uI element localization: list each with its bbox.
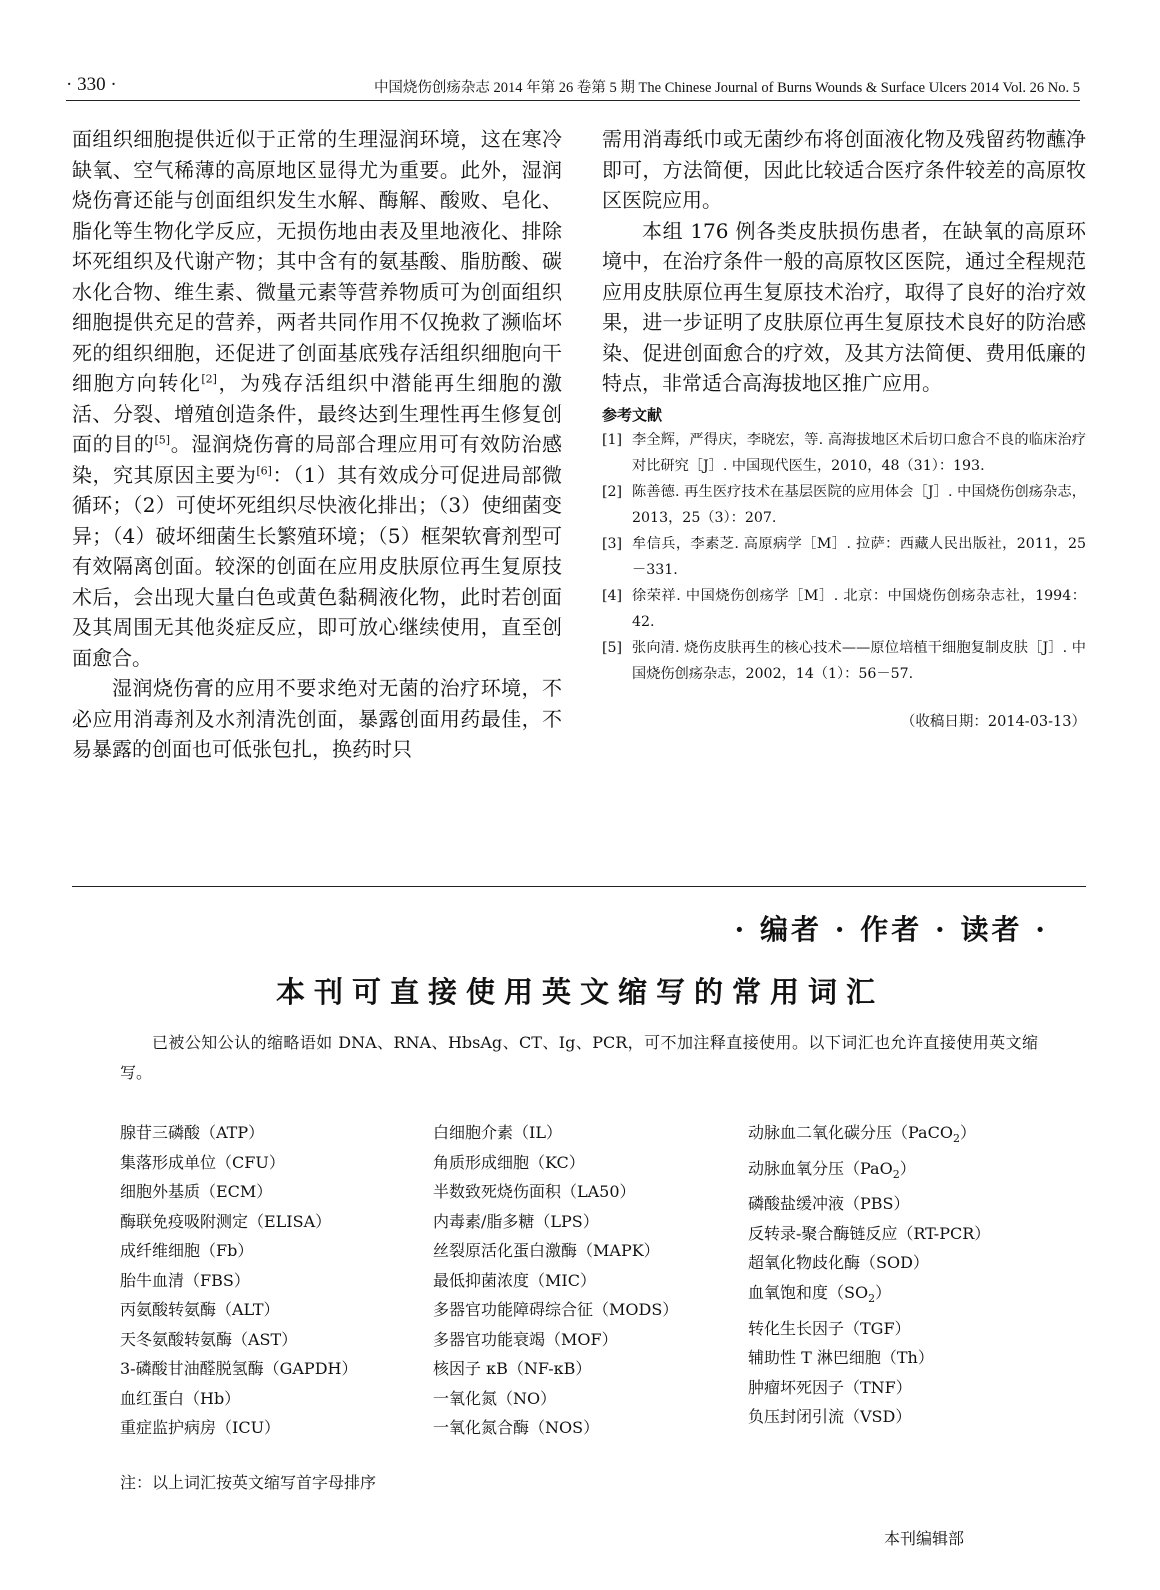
abbreviation-term: 半数致死烧伤面积（LA50） xyxy=(433,1182,636,1201)
abbreviation-term: 成纤维细胞（Fb） xyxy=(120,1241,254,1260)
page-number: · 330 · xyxy=(66,74,117,95)
abbreviation-term: 白细胞介素（IL） xyxy=(433,1123,562,1142)
reference-number: [2] xyxy=(602,483,623,500)
notice-title: 本刊可直接使用英文缩写的常用词汇 xyxy=(275,975,884,1009)
journal-header: 中国烧伤创疡杂志 2014 年第 26 卷第 5 期 The Chinese Journal of Burns Wounds & Surface Ulcers 2014 Vol. 26 No. 5 xyxy=(373,80,1080,96)
received-date: （收稿日期：2014-03-13） xyxy=(900,713,1086,730)
reference-text: 徐荣祥. 中国烧伤创疡学［M］. 北京：中国烧伤创疡杂志社，1994：42. xyxy=(632,587,1086,630)
citation: [2] xyxy=(201,372,217,386)
abbreviation-term: 3-磷酸甘油醛脱氢酶（GAPDH） xyxy=(120,1359,358,1378)
abbreviation-term: 腺苷三磷酸（ATP） xyxy=(120,1123,265,1142)
abbreviation-term: 肿瘤坏死因子（TNF） xyxy=(748,1377,912,1397)
reference-text: 牟信兵，李素芝. 高原病学［M］. 拉萨：西藏人民出版社，2011，25－331. xyxy=(632,535,1086,578)
abbreviation-term: 辅助性 T 淋巴细胞（Th） xyxy=(748,1348,934,1368)
abbreviation-term: 角质形成细胞（KC） xyxy=(433,1152,585,1172)
terms-column-2 xyxy=(433,1118,678,1443)
right-paragraph-2: 本组 176 例各类皮肤损伤患者，在缺氧的高原环境中，在治疗条件一般的高原牧区医院，通过全程规范应用皮肤原位再生复原技术治疗，取得了良好的治疗效果，进一步证明了皮肤原位再生复原技术良好的防治感染、促进创面愈合的疗效，及其方法简便、费用低廉的特点，非常适合高海拔地区推广应用。 xyxy=(602,218,1086,395)
reference-number: [3] xyxy=(602,535,623,552)
terms-column-1 xyxy=(120,1118,357,1443)
abbreviation-term: 血氧饱和度$(SO_2)$ xyxy=(748,1282,892,1306)
abbreviation-term: 动脉血二氧化碳分压（PaCO$_2$） xyxy=(748,1123,976,1146)
reference-item xyxy=(602,479,1086,531)
reference-list xyxy=(602,427,1086,687)
abbreviation-term: 动脉血氧分压（PaO$_2$） xyxy=(748,1158,916,1181)
abbreviation-term: 胎牛血清（FBS） xyxy=(120,1270,250,1290)
abbreviation-term: 超氧化物歧化酶（SOD） xyxy=(748,1253,929,1273)
right-column xyxy=(602,124,1086,737)
abbreviation-term: 血红蛋白（Hb） xyxy=(120,1388,241,1408)
reference-item xyxy=(602,427,1086,479)
notice-intro: 已被公知公认的缩略语如 DNA、RNA、HbsAg、CT、Ig、PCR，可不加注释直接使用。以下词汇也允许直接使用英文缩写。 xyxy=(120,1033,1038,1082)
abbreviation-term: 一氧化氮合酶（NOS） xyxy=(433,1418,600,1437)
right-paragraph-1: 需用消毒纸巾或无菌纱布将创面液化物及残留药物蘸净即可，方法简便，因此比较适合医疗条件较差的高原牧区医院应用。 xyxy=(602,127,1086,212)
abbreviation-term: 天冬氨酸转氨酶（AST） xyxy=(120,1329,298,1349)
abbreviation-term: 转化生长因子（TGF） xyxy=(748,1318,911,1338)
abbreviation-term: 丝裂原活化蛋白激酶（MAPK） xyxy=(433,1241,660,1260)
abbreviation-term: 内毒素/脂多糖（LPS） xyxy=(433,1211,599,1231)
citation: [5] xyxy=(154,433,171,447)
sorting-note: 注：以上词汇按英文缩写首字母排序 xyxy=(120,1473,377,1492)
editorial-signature: 本刊编辑部 xyxy=(884,1529,965,1548)
abbreviation-term: 酶联免疫吸附测定（ELISA） xyxy=(120,1211,332,1231)
reference-number: [4] xyxy=(602,587,623,604)
reference-text: 张向清. 烧伤皮肤再生的核心技术——原位培植干细胞复制皮肤［J］. 中国烧伤创疡杂志，2002，14（1）：56－57. xyxy=(632,639,1086,682)
references-heading: 参考文献 xyxy=(602,405,663,424)
left-column xyxy=(72,124,562,765)
abbreviation-term: 重症监护病房（ICU） xyxy=(120,1418,281,1437)
reference-number: [5] xyxy=(602,639,623,656)
abbreviation-term: 多器官功能衰竭（MOF） xyxy=(433,1329,618,1349)
reference-number: [1] xyxy=(602,431,623,448)
reference-item xyxy=(602,635,1086,687)
reference-item xyxy=(602,531,1086,583)
abbreviation-term: 反转录-聚合酶链反应（RT-PCR） xyxy=(748,1223,991,1243)
section-divider xyxy=(72,886,1086,887)
abbreviation-term: 最低抑菌浓度（MIC） xyxy=(433,1270,596,1290)
abbreviation-term: 磷酸盐缓冲液（PBS） xyxy=(748,1194,910,1214)
terms-column-3 xyxy=(748,1118,990,1432)
abbreviation-term: 丙氨酸转氨酶（ALT） xyxy=(120,1300,280,1319)
abbreviation-term: 细胞外基质（ECM） xyxy=(120,1182,273,1201)
running-header xyxy=(66,74,1080,101)
abbreviation-term: 核因子 κB（NF-κB） xyxy=(433,1359,592,1378)
reference-item xyxy=(602,583,1086,635)
section-label: · 编者 · 作者 · 读者 · xyxy=(734,913,1048,946)
abbreviation-term: 一氧化氮（NO） xyxy=(433,1388,557,1408)
reference-text: 陈善德. 再生医疗技术在基层医院的应用体会［J］. 中国烧伤创疡杂志，2013，25（3）：207. xyxy=(632,483,1086,526)
abbreviation-term: 多器官功能障碍综合征（MODS） xyxy=(433,1300,679,1319)
left-paragraph-2: 湿润烧伤膏的应用不要求绝对无菌的治疗环境，不必应用消毒剂及水剂清洗创面，暴露创面用药最佳，不易暴露的创面也可低张包扎，换药时只 xyxy=(72,676,562,761)
citation: [6] xyxy=(256,463,272,477)
abbreviation-term: 负压封闭引流（VSD） xyxy=(748,1407,912,1427)
abbreviation-term: 集落形成单位（CFU） xyxy=(120,1152,285,1172)
reference-text: 李全辉，严得庆，李晓宏，等. 高海拔地区术后切口愈合不良的临床治疗对比研究［J］. 中国现代医生，2010，48（31）：193. xyxy=(632,431,1086,474)
left-paragraph-1: 面组织细胞提供近似于正常的生理湿润环境，这在寒冷缺氧、空气稀薄的高原地区显得尤为重要。此外，湿润烧伤膏还能与创面组织发生水解、酶解、酸败、皂化、脂化等生物化学反应，无损伤地由表及里地液化、排除坏死组织及代谢产物；其中含有的氨基酸、脂肪酸、碳水化合物、维生素、微量元素等营养物质可为创面组织细胞提供充足的营养，两者共同作用不仅挽救了濒临坏死的组织细胞，还促进了创面基底残存活组织细胞向干细胞方向转化[2]，为残存活组织中潜能再生细胞的激活、分裂、增殖创造条件，最终达到生理性再生修复创面的目的[5]。湿润烧伤膏的局部合理应用可有效防治感染，究其原因主要为[6]：（1）其有效成分可促进局部微循环；（2）可使坏死组织尽快液化排出；（3）使细菌变异；（4）破坏细菌生长繁殖环境；（5）框架软膏剂型可有效隔离创面。较深的创面在应用皮肤原位再生复原技术后，会出现大量白色或黄色黏稠液化物，此时若创面及其周围无其他炎症反应，即可放心继续使用，直至创面愈合。 xyxy=(72,127,563,670)
